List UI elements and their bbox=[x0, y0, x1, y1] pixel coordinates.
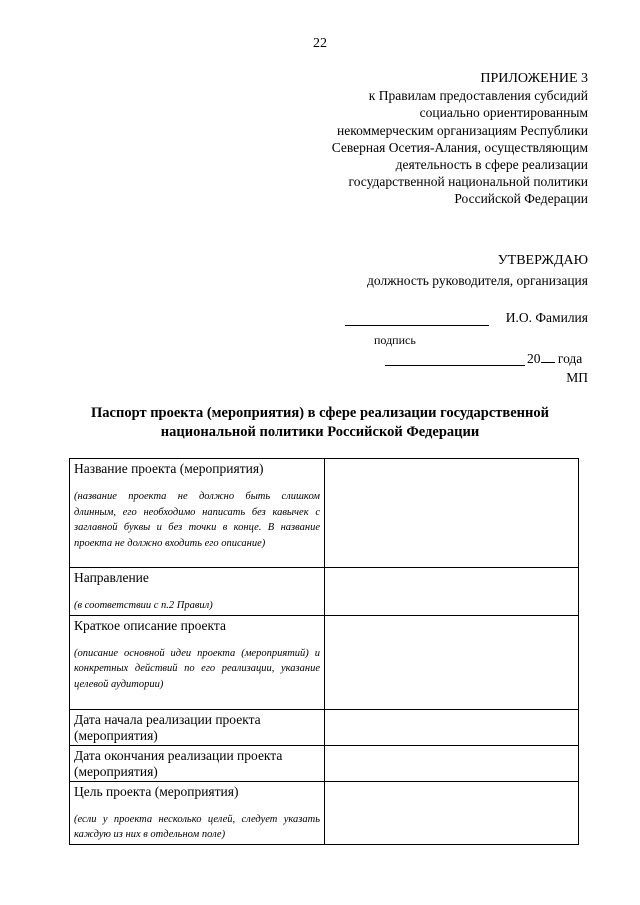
date-line bbox=[385, 351, 525, 366]
page-number: 22 bbox=[313, 36, 327, 51]
year-suffix: года bbox=[557, 351, 583, 366]
appendix-line: социально ориентированным bbox=[419, 105, 588, 121]
year-blank bbox=[541, 350, 555, 363]
row-value-cell[interactable] bbox=[325, 709, 579, 745]
appendix-line: Российской Федерации bbox=[454, 191, 588, 207]
row-label: Краткое описание проекта bbox=[74, 617, 226, 633]
appendix-header bbox=[332, 70, 588, 208]
row-value-cell[interactable] bbox=[325, 781, 579, 844]
row-label-cell bbox=[70, 615, 325, 709]
table-row bbox=[70, 709, 579, 745]
row-note: (описание основной идеи проекта (мероприятий) и конкретных действий по его реализации, указание целевой аудитории) bbox=[74, 647, 320, 690]
row-note: (в соответствии с п.2 Правил) bbox=[74, 600, 213, 611]
appendix-line: деятельность в сфере реализации bbox=[395, 157, 588, 173]
year-prefix: 20 bbox=[527, 351, 541, 366]
row-label-cell bbox=[70, 781, 325, 844]
passport-table bbox=[69, 458, 579, 845]
row-label-cell bbox=[70, 709, 325, 745]
approval-position: должность руководителя, организация bbox=[367, 273, 588, 288]
row-label-cell bbox=[70, 745, 325, 781]
row-label-cell bbox=[70, 568, 325, 616]
approval-date bbox=[527, 350, 582, 367]
appendix-line: Северная Осетия-Алания, осуществляющим bbox=[331, 139, 588, 155]
table-row bbox=[70, 568, 579, 616]
signature-caption: подпись bbox=[374, 333, 416, 347]
signatory-name: И.О. Фамилия bbox=[505, 310, 588, 325]
appendix-line: государственной национальной политики bbox=[348, 174, 588, 190]
seal-mark: МП bbox=[566, 370, 588, 385]
appendix-title: ПРИЛОЖЕНИЕ 3 bbox=[480, 71, 588, 86]
row-value-cell[interactable] bbox=[325, 615, 579, 709]
table-row bbox=[70, 745, 579, 781]
approval-title: УТВЕРЖДАЮ bbox=[497, 253, 588, 268]
document-title: Паспорт проекта (мероприятия) в сфере реализации государственной национальной политики Российской Федерации bbox=[91, 405, 549, 440]
table-row bbox=[70, 781, 579, 844]
row-note: (название проекта не должно быть слишком длинным, его необходимо написать без кавычек с заглавной буквы и без точки в конце. В название проекта не должно входить его описание) bbox=[74, 491, 320, 549]
appendix-line: к Правилам предоставления субсидий bbox=[368, 88, 588, 104]
table-row bbox=[70, 459, 579, 568]
appendix-line: некоммерческим организациям Республики bbox=[337, 122, 588, 138]
table-row bbox=[70, 615, 579, 709]
row-label: Направление bbox=[74, 570, 149, 585]
row-value-cell[interactable] bbox=[325, 459, 579, 568]
row-label-cell bbox=[70, 459, 325, 568]
row-label: Название проекта (мероприятия) bbox=[74, 461, 264, 476]
row-value-cell[interactable] bbox=[325, 745, 579, 781]
row-value-cell[interactable] bbox=[325, 568, 579, 616]
row-label: Дата начала реализации проекта (мероприятия) bbox=[74, 711, 261, 743]
row-note: (если у проекта несколько целей, следует указать каждую из них в отдельном поле) bbox=[74, 813, 320, 840]
row-label: Дата окончания реализации проекта (мероприятия) bbox=[74, 747, 283, 779]
signature-line bbox=[345, 311, 489, 326]
row-label: Цель проекта (мероприятия) bbox=[74, 783, 239, 799]
